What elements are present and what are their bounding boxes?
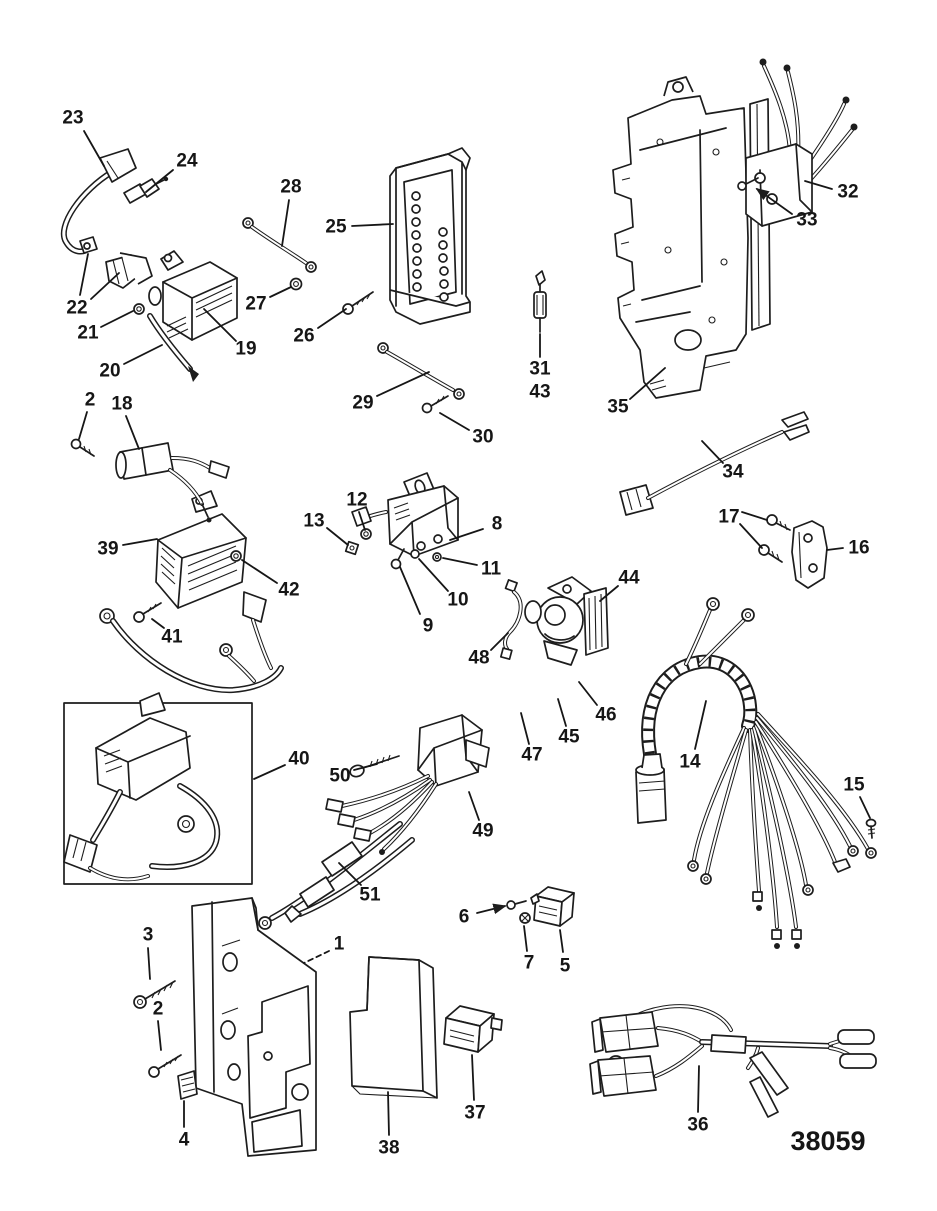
part-21-nut bbox=[134, 304, 144, 314]
leader-line-46 bbox=[579, 682, 597, 705]
part-4-clip bbox=[178, 1071, 197, 1099]
leader-line-25 bbox=[352, 224, 393, 226]
callout-24: 24 bbox=[176, 150, 198, 172]
callout-28: 28 bbox=[280, 176, 302, 198]
leader-line-20 bbox=[124, 345, 162, 364]
part-48-jumper-wire bbox=[501, 580, 521, 659]
callout-39: 39 bbox=[97, 538, 119, 560]
leader-line-16 bbox=[827, 548, 843, 550]
callout-15: 15 bbox=[843, 774, 865, 796]
part-39-cdi-ignition-coil bbox=[100, 491, 281, 690]
leader-line-26 bbox=[318, 309, 346, 328]
part-14-wiring-harness bbox=[636, 598, 876, 949]
leader-line-29 bbox=[377, 372, 429, 396]
callout-11: 11 bbox=[480, 558, 502, 580]
callout-30: 30 bbox=[472, 426, 494, 448]
part-42-nut bbox=[231, 551, 241, 561]
leader-line-18 bbox=[126, 416, 139, 449]
part-34-lead-assembly bbox=[620, 412, 809, 515]
callout-10: 10 bbox=[447, 589, 469, 611]
leader-line-3 bbox=[148, 948, 150, 979]
callout-45: 45 bbox=[558, 726, 580, 748]
callout-17: 17 bbox=[718, 506, 740, 528]
leader-line-7 bbox=[524, 926, 527, 951]
leader-line-23 bbox=[84, 131, 104, 166]
callout-27: 27 bbox=[245, 293, 267, 315]
leader-line-10 bbox=[419, 559, 448, 591]
leader-line-36 bbox=[698, 1066, 699, 1112]
part-35-mounting-plate bbox=[613, 77, 770, 398]
part-22-terminal-and-boot bbox=[106, 253, 152, 288]
part-37-relay bbox=[444, 1006, 502, 1052]
part-19-ignition-coil bbox=[149, 251, 237, 340]
callout-43: 43 bbox=[529, 381, 551, 403]
leader-line-6 bbox=[477, 906, 505, 913]
part-2-bolt-lower bbox=[149, 1055, 181, 1077]
callout-5: 5 bbox=[559, 955, 571, 977]
callout-44: 44 bbox=[618, 567, 640, 589]
leader-line-22 bbox=[80, 254, 88, 295]
leader-line-28 bbox=[282, 200, 289, 246]
part-7-nut bbox=[520, 913, 530, 923]
part-29-jumper-wire bbox=[378, 343, 464, 399]
part-24-spark-plug bbox=[124, 177, 168, 203]
callout-38: 38 bbox=[378, 1137, 400, 1159]
callout-14: 14 bbox=[679, 751, 701, 773]
callout-9: 9 bbox=[422, 615, 434, 637]
part-8-switch-assembly bbox=[352, 473, 458, 556]
callout-22: 22 bbox=[66, 297, 88, 319]
part-41-screw bbox=[134, 603, 161, 622]
callout-16: 16 bbox=[848, 537, 870, 559]
callout-6: 6 bbox=[458, 906, 470, 928]
part-27-nut bbox=[291, 279, 302, 290]
drawing-number: 38059 bbox=[790, 1126, 866, 1156]
part-25-terminal-block bbox=[390, 148, 470, 324]
callout-50: 50 bbox=[329, 765, 351, 787]
callout-4: 4 bbox=[178, 1129, 190, 1151]
callout-1: 1 bbox=[333, 933, 345, 955]
callout-41: 41 bbox=[161, 626, 183, 648]
part-15-screw bbox=[867, 820, 876, 839]
part-28-jumper-wire bbox=[243, 218, 316, 272]
part-40-coil-kit-box bbox=[64, 693, 252, 884]
leader-line-1 bbox=[304, 951, 329, 963]
callout-26: 26 bbox=[293, 325, 315, 347]
callout-13: 13 bbox=[303, 510, 325, 532]
callout-47: 47 bbox=[521, 744, 543, 766]
callout-35: 35 bbox=[607, 396, 629, 418]
callout-36: 36 bbox=[687, 1114, 709, 1136]
leader-line-11 bbox=[443, 558, 477, 565]
callout-2: 2 bbox=[84, 389, 96, 411]
leader-line-9 bbox=[400, 567, 420, 614]
leader-line-2 bbox=[79, 412, 87, 439]
callout-8: 8 bbox=[491, 513, 503, 535]
part-16-bracket bbox=[792, 521, 827, 588]
leader-line-13 bbox=[327, 528, 348, 545]
part-50-screw bbox=[349, 755, 399, 778]
leader-line-40 bbox=[254, 765, 285, 779]
leader-line-49 bbox=[469, 792, 479, 820]
callout-2: 2 bbox=[152, 998, 164, 1020]
callout-51: 51 bbox=[359, 884, 381, 906]
leader-line-5 bbox=[560, 930, 563, 952]
leader-line-42 bbox=[242, 560, 277, 583]
callout-21: 21 bbox=[77, 322, 99, 344]
leader-line-17 bbox=[742, 512, 767, 520]
callout-49: 49 bbox=[472, 820, 494, 842]
leader-line-45 bbox=[558, 699, 566, 726]
leader-line-34 bbox=[702, 441, 723, 463]
callout-3: 3 bbox=[142, 924, 154, 946]
part-26-screw bbox=[343, 292, 373, 314]
callout-31: 31 bbox=[529, 358, 551, 380]
part-6-screw bbox=[507, 901, 526, 909]
callout-46: 46 bbox=[595, 704, 617, 726]
leader-line-37 bbox=[472, 1055, 474, 1100]
part-18-noise-filter bbox=[116, 443, 229, 523]
leader-line-30 bbox=[440, 413, 469, 430]
callout-40: 40 bbox=[288, 748, 310, 770]
callout-19: 19 bbox=[235, 338, 257, 360]
leader-line-17 bbox=[740, 524, 762, 548]
callout-25: 25 bbox=[325, 216, 347, 238]
callout-34: 34 bbox=[722, 461, 744, 483]
leader-line-38 bbox=[388, 1092, 389, 1135]
part-38-cover bbox=[350, 957, 437, 1098]
leader-line-22 bbox=[91, 273, 119, 299]
leader-line-21 bbox=[101, 311, 133, 327]
part-17-screws bbox=[759, 515, 790, 562]
callout-42: 42 bbox=[278, 579, 300, 601]
callout-48: 48 bbox=[468, 647, 490, 669]
leader-line-39 bbox=[123, 539, 157, 545]
callout-37: 37 bbox=[464, 1102, 486, 1124]
part-23-spark-plug-lead bbox=[64, 149, 136, 253]
part-1-electrical-plate bbox=[192, 898, 316, 1156]
callout-32: 32 bbox=[837, 181, 859, 203]
callout-18: 18 bbox=[111, 393, 133, 415]
leader-line-2 bbox=[158, 1021, 161, 1050]
callout-23: 23 bbox=[62, 107, 84, 129]
part-2-screw-upper bbox=[72, 440, 95, 457]
part-36-jumper-harness bbox=[590, 1006, 876, 1117]
callout-7: 7 bbox=[523, 952, 535, 974]
callout-20: 20 bbox=[99, 360, 121, 382]
part-30-screw bbox=[423, 396, 449, 413]
leader-line-15 bbox=[860, 797, 870, 818]
part-31-43-detent-pin bbox=[534, 271, 546, 332]
callout-29: 29 bbox=[352, 392, 374, 414]
callout-33: 33 bbox=[796, 209, 818, 231]
part-5-relay bbox=[531, 887, 574, 926]
leader-line-27 bbox=[270, 287, 291, 297]
part-44-solenoid bbox=[525, 577, 608, 665]
leader-line-14 bbox=[695, 701, 706, 749]
callout-12: 12 bbox=[346, 489, 368, 511]
leader-line-47 bbox=[521, 713, 529, 744]
